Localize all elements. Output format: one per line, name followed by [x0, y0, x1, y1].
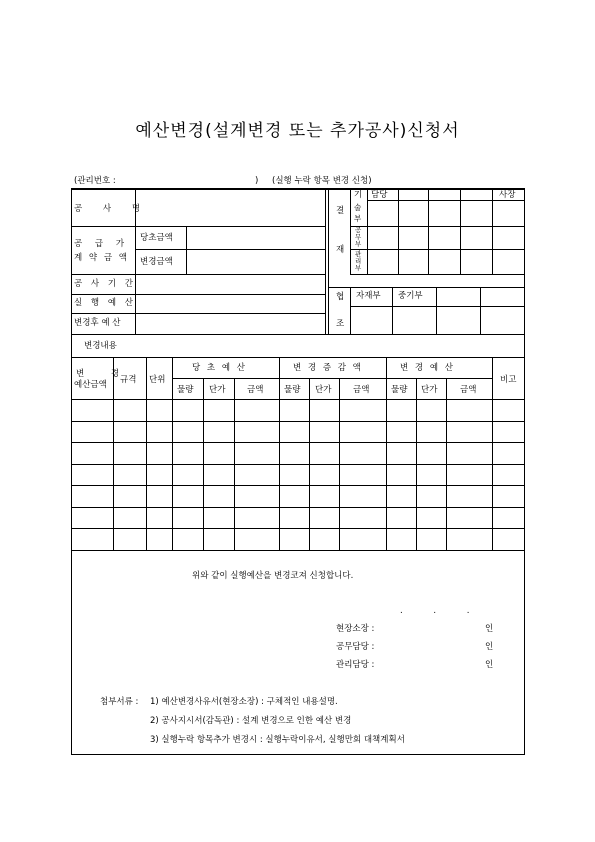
- group-initial-budget: 당 초 예 산: [192, 363, 247, 373]
- col-remarks: 비고: [500, 375, 517, 385]
- col-spec: 규격: [120, 375, 137, 385]
- contract-amount-label-2: 계 약 금 액: [74, 253, 129, 263]
- approval-gongmu-3: 부: [355, 240, 362, 248]
- gongmu-label: 공무담당 :: [336, 642, 375, 652]
- sub-qty-2: 물량: [284, 385, 301, 395]
- sub-amount-2: 금액: [353, 385, 370, 395]
- approval-label-2: 재: [336, 245, 345, 255]
- approval-tech-1: 기: [354, 190, 363, 200]
- col-change-amount-1: 변 경: [76, 369, 132, 379]
- contract-amount-label-1: 공 급 가: [74, 239, 130, 249]
- seal-gongmu: 인: [485, 642, 494, 652]
- document-title: 예산변경(설계변경 또는 추가공사)신청서: [135, 121, 460, 141]
- site-manager-label: 현장소장 :: [336, 624, 375, 634]
- sub-qty-3: 물량: [391, 385, 408, 395]
- approval-label-1: 결: [336, 206, 345, 216]
- after-budget-label: 변경후 예 산: [74, 318, 121, 328]
- approval-gwanri-1: 관: [355, 250, 362, 258]
- section-divider: [325, 188, 329, 334]
- sub-amount-1: 금액: [247, 385, 264, 395]
- col-unit: 단위: [149, 375, 166, 385]
- gwanri-label: 관리담당 :: [336, 660, 375, 670]
- sub-price-3: 단가: [421, 385, 438, 395]
- attachments-label: 첨부서류 :: [100, 697, 139, 707]
- attachment-3: 3) 실행누락 항목추가 변경시 : 실행누락이유서, 실행만회 대책계획서: [150, 735, 405, 745]
- cooperation-label-1: 협: [336, 292, 345, 302]
- approval-tech-3: 부: [354, 214, 362, 223]
- header-note: (실행 누락 항목 변경 신청): [272, 176, 372, 186]
- management-number-close: ): [255, 176, 259, 186]
- sub-qty-1: 물량: [177, 385, 194, 395]
- changed-amount-label: 변경금액: [140, 257, 173, 267]
- sub-price-2: 단가: [315, 385, 332, 395]
- approval-gongmu-1: 공: [355, 226, 362, 234]
- approval-ceo: 사장: [499, 190, 516, 200]
- initial-amount-label: 당초금액: [140, 233, 173, 243]
- management-number-label: (관리번호 :: [74, 176, 116, 186]
- exec-budget-label: 실 행 예 산: [74, 298, 136, 308]
- group-changed-budget: 변 경 예 산: [400, 363, 455, 373]
- cooperation-label-2: 조: [336, 319, 345, 329]
- approval-tech-2: 술: [354, 203, 362, 212]
- seal-gwanri: 인: [485, 660, 494, 670]
- approval-gwanri-3: 부: [355, 264, 362, 272]
- coop-dept-materials: 자재부: [356, 291, 381, 301]
- seal-site-manager: 인: [485, 624, 494, 634]
- top-border: [71, 188, 524, 190]
- project-name-label: 공 사 명: [74, 204, 150, 214]
- date-line: . . .: [400, 606, 484, 616]
- approval-gwanri-2: 리: [355, 257, 362, 265]
- change-content-label: 변경내용: [84, 341, 117, 351]
- right-border: [524, 188, 525, 755]
- sub-price-1: 단가: [209, 385, 226, 395]
- attachment-1: 1) 예산변경사유서(현장소장) : 구체적인 내용설명.: [150, 697, 338, 707]
- bottom-border: [71, 754, 525, 755]
- approval-in-charge: 담당: [371, 190, 388, 200]
- sub-amount-3: 금액: [460, 385, 477, 395]
- col-change-amount-2: 예산금액: [74, 380, 107, 390]
- attachment-2: 2) 공사지시서(감독관) : 설계 변경으로 인한 예산 변경: [150, 716, 352, 726]
- coop-dept-equipment: 중기부: [398, 291, 423, 301]
- request-statement: 위와 같이 실행예산을 변경코져 신청합니다.: [192, 571, 354, 581]
- approval-gongmu-2: 무: [355, 233, 362, 241]
- group-change-increase: 변 경 증 감 액: [293, 363, 363, 373]
- period-label: 공 사 기 간: [74, 279, 136, 289]
